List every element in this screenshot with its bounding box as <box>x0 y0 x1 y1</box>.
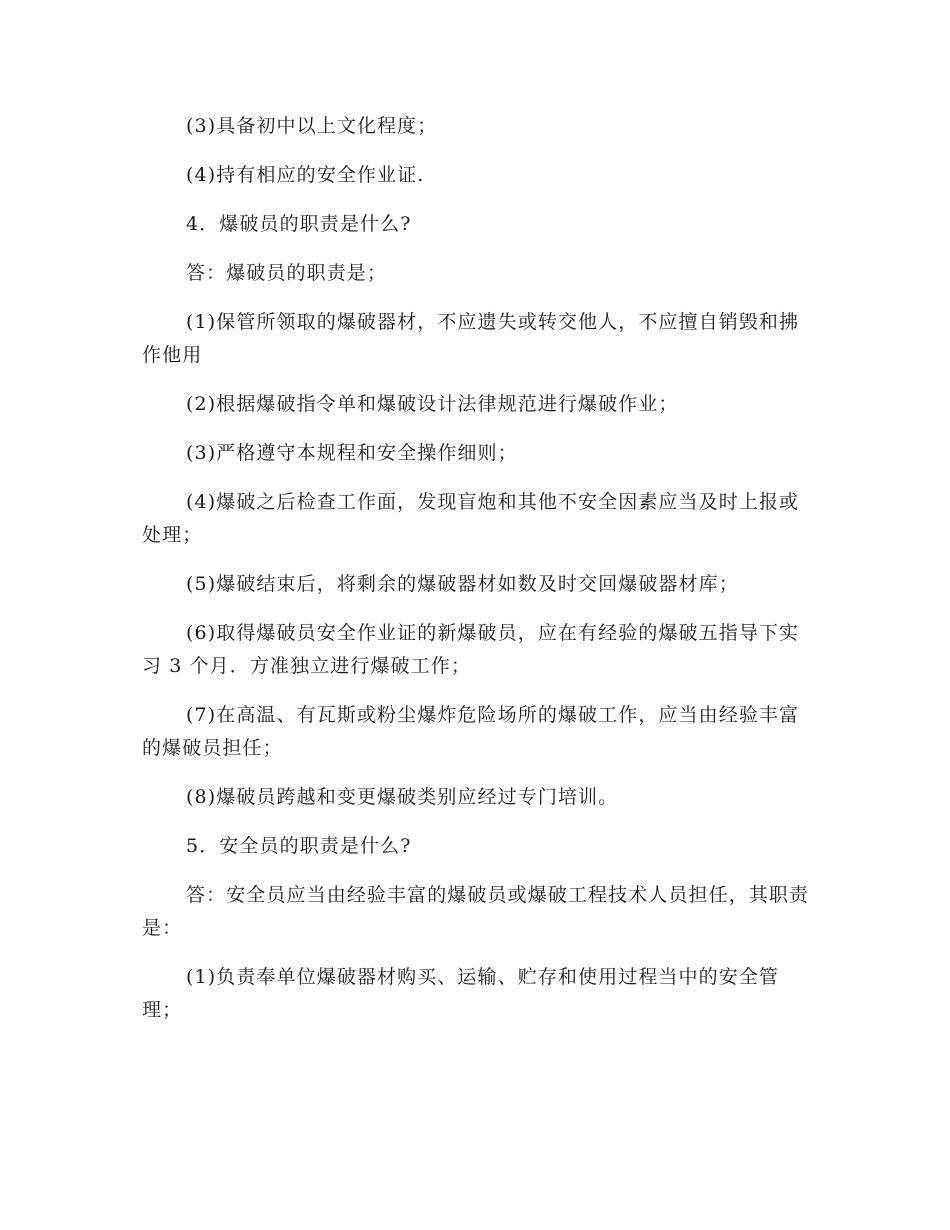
answer-5-intro: 答：安全员应当由经验丰富的爆破员或爆破工程技术人员担任，其职责是： <box>142 884 810 939</box>
blaster-duty-2: (2)根据爆破指令单和爆破设计法律规范进行爆破作业； <box>186 393 679 415</box>
paragraph-requirement-3: (3)具备初中以上文化程度； <box>186 115 438 137</box>
question-5-heading: 5．安全员的职责是什么? <box>186 835 412 857</box>
paragraph-requirement-4: (4)持有相应的安全作业证. <box>186 164 425 186</box>
blaster-duty-3: (3)严格遵守本规程和安全操作细则； <box>186 442 518 464</box>
blaster-duty-6: (6)取得爆破员安全作业证的新爆破员，应在有经验的爆破五指导下实习 3 个月．方准独立进行爆破工作； <box>142 622 800 677</box>
blaster-duty-7: (7)在高温、有瓦斯或粉尘爆炸危险场所的爆破工作，应当由经验丰富的爆破员担任； <box>142 704 800 759</box>
blaster-duty-5: (5)爆破结束后，将剩余的爆破器材如数及时交回爆破器材库； <box>186 573 739 595</box>
answer-4-intro: 答：爆破员的职责是； <box>186 262 388 284</box>
blaster-duty-1: (1)保管所领取的爆破器材，不应遗失或转交他人，不应擅自销毁和拂作他用 <box>142 311 800 366</box>
safety-officer-duty-1: (1)负责奉单位爆破器材购买、运输、贮存和使用过程当中的安全管理； <box>142 966 780 1021</box>
document-body <box>142 110 810 1043</box>
question-4-heading: 4．爆破员的职责是什么? <box>186 213 412 235</box>
blaster-duty-8: (8)爆破员跨越和变更爆破类别应经过专门培训。 <box>186 786 619 808</box>
blaster-duty-4: (4)爆破之后检查工作面，发现盲炮和其他不安全因素应当及时上报或处理； <box>142 491 800 546</box>
